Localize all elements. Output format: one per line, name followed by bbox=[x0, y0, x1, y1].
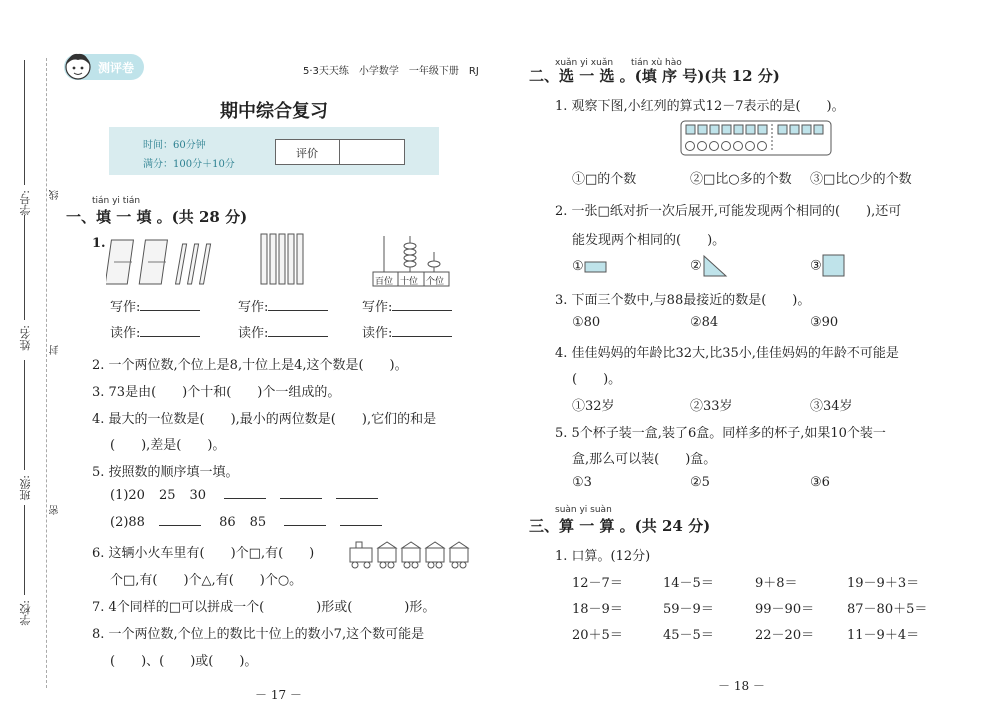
s2-pinyin: xuǎn yi xuǎn tián xù hào bbox=[555, 58, 682, 68]
cut-line bbox=[46, 58, 47, 688]
p3-opt2: ②84 bbox=[690, 315, 719, 330]
k1: 1. 口算。(12分) bbox=[555, 549, 651, 564]
q1c-read-label: 读作: bbox=[362, 322, 452, 341]
evaluation-label: 评价 bbox=[296, 147, 318, 160]
q7: 7. 4个同样的□可以拼成一个( )形或( )形。 bbox=[92, 600, 436, 615]
series-header: 5·3天天练 小学数学 一年级下册 RJ bbox=[303, 66, 479, 77]
page-title: 期中综合复习 bbox=[220, 101, 328, 122]
triangle-shape-icon bbox=[702, 254, 728, 278]
class-label: 班级: bbox=[19, 475, 32, 501]
p2-opt2: ② bbox=[690, 254, 728, 278]
s3-title: 三、算 一 算 。(共 24 分) bbox=[529, 517, 711, 535]
p5-line1: 5. 5个杯子装一盒,装了6盒。同样多的杯子,如果10个装一 bbox=[555, 426, 886, 441]
info-box bbox=[109, 127, 439, 175]
s2-title: 二、选 一 选 。(填 序 号)(共 12 分) bbox=[529, 67, 780, 85]
school-label: 学校: bbox=[19, 600, 32, 626]
p5-line2: 盒,那么可以装( )盒。 bbox=[572, 452, 717, 467]
p2-opt1: ① bbox=[572, 259, 608, 274]
p4-opt1: ①32岁 bbox=[572, 399, 615, 414]
p1: 1. 观察下图,小红列的算式12－7表示的是( )。 bbox=[555, 99, 845, 114]
p4-line2: ( )。 bbox=[572, 372, 622, 387]
calc-r2-c1: 18－9＝ bbox=[572, 602, 623, 617]
score-text: 满分：100分＋10分 bbox=[143, 159, 235, 170]
q4-line2: ( ),差是( )。 bbox=[110, 438, 226, 453]
q1a-write-label: 写作: bbox=[110, 296, 200, 315]
p1-opt2: ②□比○多的个数 bbox=[690, 172, 792, 187]
q5-row2: (2)88 86 85 bbox=[110, 515, 382, 530]
abacus-hundreds: 百位 bbox=[375, 277, 394, 287]
calc-r3-c1: 20＋5＝ bbox=[572, 628, 623, 643]
school-line bbox=[24, 505, 25, 595]
badge bbox=[64, 54, 144, 80]
page-number-right: － 18 － bbox=[718, 679, 765, 693]
q1b-read-label: 读作: bbox=[238, 322, 328, 341]
name-line bbox=[24, 215, 25, 320]
mark-mi: 密 bbox=[50, 505, 61, 515]
q4-line1: 4. 最大的一位数是( ),最小的两位数是( ),它们的和是 bbox=[92, 412, 437, 427]
p1-opt3: ③□比○少的个数 bbox=[810, 172, 912, 187]
abacus-tens: 十位 bbox=[400, 277, 419, 287]
square-shape-icon bbox=[822, 254, 846, 278]
calc-r2-c3: 99－90＝ bbox=[755, 602, 815, 617]
q3: 3. 73是由( )个十和( )个一组成的。 bbox=[92, 385, 341, 400]
calc-r1-c4: 19－9＋3＝ bbox=[847, 576, 920, 591]
p1-opt1: ①□的个数 bbox=[572, 172, 637, 187]
calc-r2-c4: 87－80＋5＝ bbox=[847, 602, 928, 617]
s1-title: 一、填 一 填 。(共 28 分) bbox=[66, 208, 248, 226]
q1-num: 1. bbox=[92, 236, 106, 251]
p3-opt3: ③90 bbox=[810, 315, 839, 330]
time-text: 时间：60分钟 bbox=[143, 140, 206, 151]
student-id-line bbox=[24, 60, 25, 185]
stick-bundles-icon bbox=[106, 236, 216, 288]
p5-opt2: ②5 bbox=[690, 475, 710, 490]
calc-r1-c1: 12－7＝ bbox=[572, 576, 623, 591]
p2-opt3: ③ bbox=[810, 254, 846, 278]
q1c-write-label: 写作: bbox=[362, 296, 452, 315]
page-number-left: － 17 － bbox=[255, 688, 302, 702]
p5-opt1: ①3 bbox=[572, 475, 592, 490]
child-face-icon bbox=[64, 50, 94, 82]
calc-r2-c2: 59－9＝ bbox=[663, 602, 714, 617]
calc-r1-c3: 9＋8＝ bbox=[755, 576, 798, 591]
name-label: 姓名: bbox=[19, 325, 32, 351]
q8-line2: ( )、( )或( )。 bbox=[110, 654, 258, 669]
q2: 2. 一个两位数,个位上是8,十位上是4,这个数是( )。 bbox=[92, 358, 408, 373]
student-id-label: 学号: bbox=[19, 190, 32, 216]
q6-line1: 6. 这辆小火车里有( )个□,有( ) bbox=[92, 546, 315, 561]
s3-pinyin: suàn yi suàn bbox=[555, 505, 612, 515]
squares-circles-frame bbox=[680, 120, 832, 156]
binding-margin bbox=[0, 0, 60, 719]
abacus-ones: 个位 bbox=[426, 277, 445, 287]
mark-feng: 封 bbox=[50, 345, 61, 355]
q1b-write-label: 写作: bbox=[238, 296, 328, 315]
mark-xian: 线 bbox=[50, 190, 61, 200]
calc-r1-c2: 14－5＝ bbox=[663, 576, 714, 591]
calc-r3-c4: 11－9＋4＝ bbox=[847, 628, 920, 643]
p3: 3. 下面三个数中,与88最接近的数是( )。 bbox=[555, 293, 811, 308]
p4-line1: 4. 佳佳妈妈的年龄比32大,比35小,佳佳妈妈的年龄不可能是 bbox=[555, 346, 899, 361]
evaluation-table bbox=[275, 139, 405, 165]
class-line bbox=[24, 360, 25, 470]
ten-rods-icon bbox=[259, 232, 309, 288]
q5: 5. 按照数的顺序填一填。 bbox=[92, 465, 239, 480]
q6-line2: 个□,有( )个△,有( )个○。 bbox=[110, 573, 303, 588]
p2-line2: 能发现两个相同的( )。 bbox=[572, 233, 726, 248]
s1-pinyin: tián yi tián bbox=[92, 196, 141, 206]
rectangle-shape-icon bbox=[584, 261, 608, 273]
p4-opt2: ②33岁 bbox=[690, 399, 733, 414]
badge-label: 测评卷 bbox=[98, 61, 135, 75]
toy-train-icon bbox=[346, 540, 476, 570]
p2-line1: 2. 一张□纸对折一次后展开,可能发现两个相同的( ),还可 bbox=[555, 204, 902, 219]
p5-opt3: ③6 bbox=[810, 475, 830, 490]
calc-r3-c3: 22－20＝ bbox=[755, 628, 815, 643]
calc-r3-c2: 45－5＝ bbox=[663, 628, 714, 643]
q1a-read-label: 读作: bbox=[110, 322, 200, 341]
p3-opt1: ①80 bbox=[572, 315, 601, 330]
q8-line1: 8. 一个两位数,个位上的数比十位上的数小7,这个数可能是 bbox=[92, 627, 425, 642]
q5-row1: (1)20 25 30 bbox=[110, 488, 378, 503]
p4-opt3: ③34岁 bbox=[810, 399, 853, 414]
